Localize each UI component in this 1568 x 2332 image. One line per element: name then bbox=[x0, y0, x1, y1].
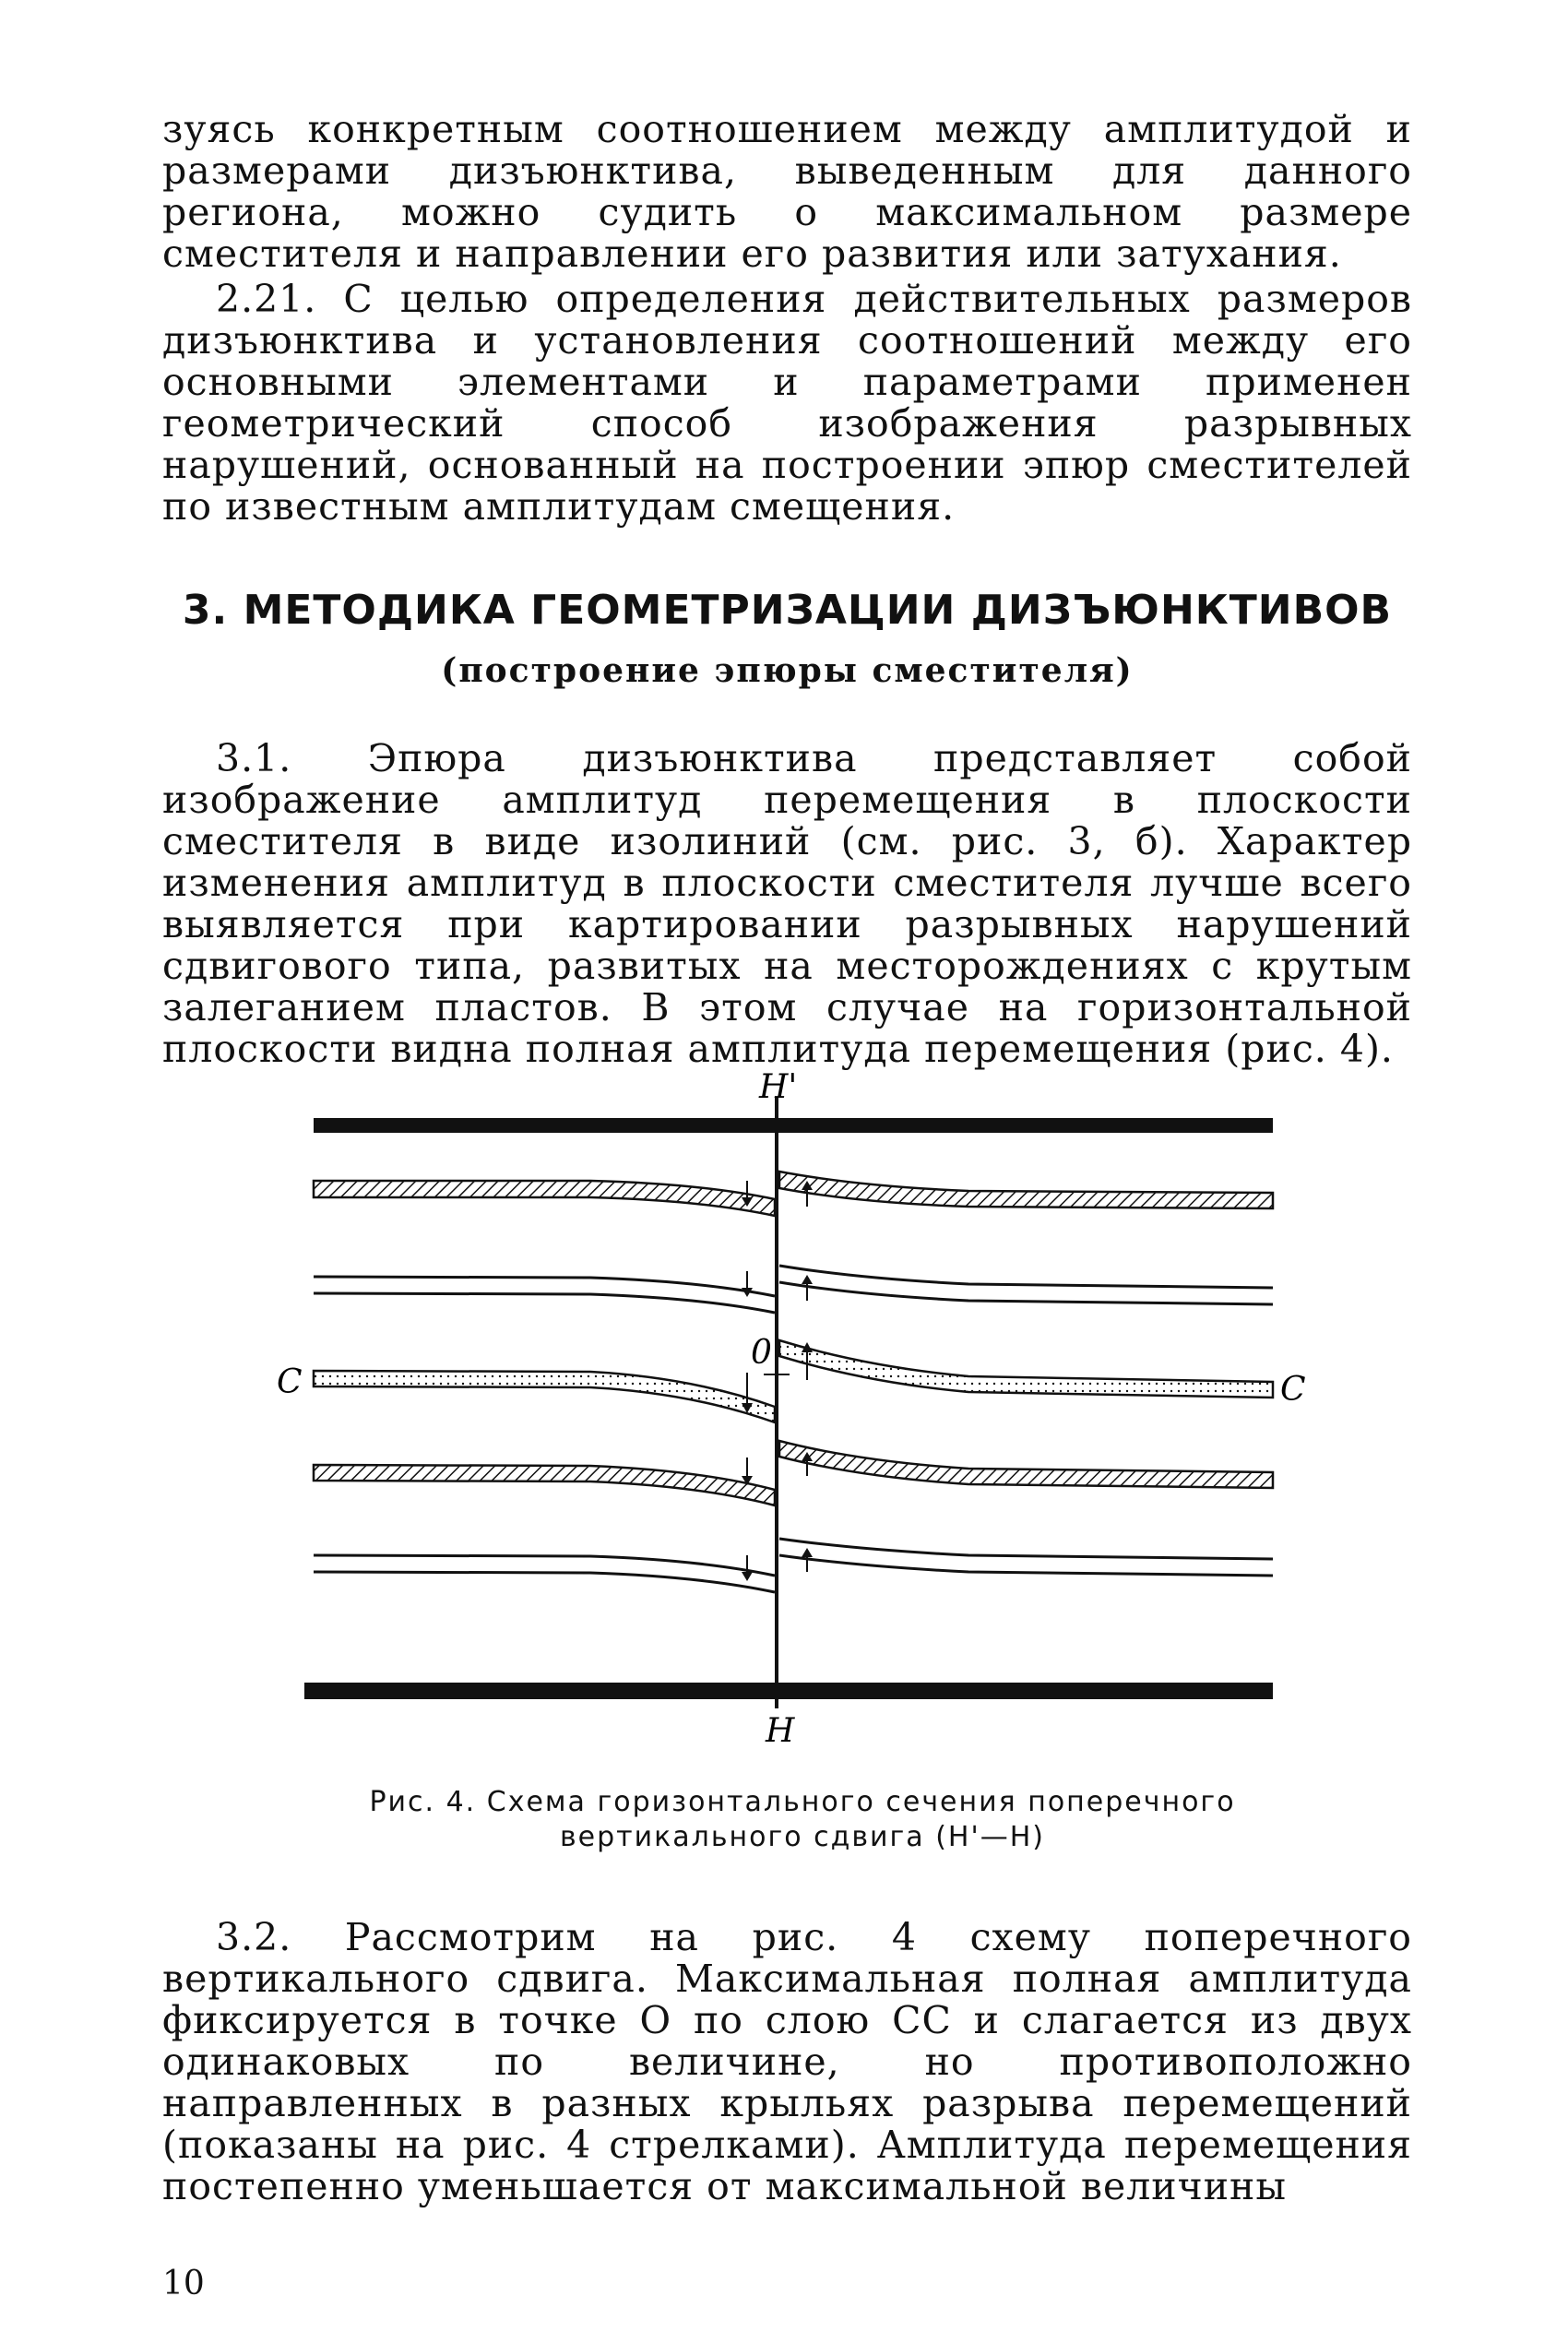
layer-2 bbox=[314, 1266, 1273, 1313]
label-h: H bbox=[766, 1712, 795, 1750]
layer-3-cc bbox=[314, 1340, 1273, 1422]
boundary-bottom bbox=[304, 1683, 1273, 1699]
label-h-prime: H' bbox=[759, 1070, 798, 1106]
layer-5 bbox=[314, 1539, 1273, 1592]
figure-4 bbox=[267, 1070, 1328, 1753]
label-c-left: C bbox=[277, 1363, 303, 1401]
section-subheading: (построение эпюры сместителя) bbox=[441, 651, 1134, 690]
paragraph-intro: зуясь конкретным соотношением между амплитудой и размерами дизъюнктива, выведенным для данного региона, можно судить о максимальном размере сместителя и направлении его развития или затухания. bbox=[162, 107, 1412, 276]
paragraph-2-21: 2.21. С целью определения действительных размеров дизъюнктива и установления соотношений между его основными элементами и параметрами применен геометрический способ изображения разрывных нарушений, основанный на построении эпюр сместителей по известным амплитудам смещения. bbox=[162, 277, 1412, 529]
section-heading: 3. МЕТОДИКА ГЕОМЕТРИЗАЦИИ ДИЗЪЮНКТИВОВ bbox=[182, 587, 1393, 634]
boundary-top bbox=[314, 1118, 1273, 1133]
layer-1-hatched bbox=[314, 1172, 1273, 1216]
paragraph-3-1: 3.1. Эпюра дизъюнктива представляет собой изображение амплитуд перемещения в плоскости сместителя в виде изолиний (см. рис. 3, б). Характер изменения амплитуд в плоскости сместителя лучше всего выявляется при картировании разрывных нарушений сдвигового типа, развитых на месторождениях с крутым залеганием пластов. В этом случае на горизонтальной плоскости видна полная амплитуда перемещения (рис. 4). bbox=[162, 736, 1412, 1071]
figure-caption: Рис. 4. Схема горизонтального сечения поперечного вертикального сдвига (H'—H) bbox=[369, 1786, 1236, 1853]
paragraph-3-2: 3.2. Рассмотрим на рис. 4 схему поперечного вертикального сдвига. Максимальная полная амплитуда фиксируется в точке О по слою СС и слагается из двух одинаковых по величине, но противоположно направленных в разных крыльях разрыва перемещений (показаны на рис. 4 стрелками). Амплитуда перемещения постепенно уменьшается от максимальной величины bbox=[162, 1915, 1412, 2208]
layer-4-hatched bbox=[314, 1441, 1273, 1505]
figure-diagram bbox=[267, 1070, 1328, 1753]
label-o: 0 bbox=[751, 1334, 772, 1372]
page-number: 10 bbox=[162, 2265, 205, 2302]
label-c-right: C bbox=[1280, 1371, 1306, 1409]
